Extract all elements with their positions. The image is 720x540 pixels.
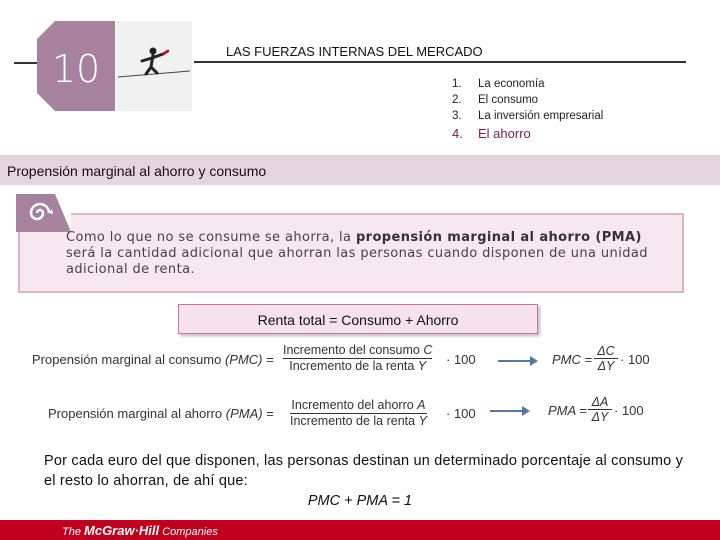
topic-item-active: 4. El ahorro xyxy=(452,126,531,141)
pma-times: · 100 xyxy=(446,406,476,421)
renta-formula-box xyxy=(178,304,538,334)
pmc-short-times: · 100 xyxy=(620,352,650,367)
tightrope-walker-image xyxy=(116,21,192,111)
pma-short-times: · 100 xyxy=(614,403,644,418)
footer-bar xyxy=(0,520,720,540)
pma-short-lhs: PMA = xyxy=(548,403,587,418)
topic-list xyxy=(452,76,692,144)
pma-fraction: Incremento del ahorro A Incremento de la renta Y xyxy=(290,398,427,428)
chapter-badge xyxy=(37,21,115,111)
header-rule-right xyxy=(194,61,686,63)
definition-text: Como lo que no se consume se ahorra, la propensión marginal al ahorro (PMA) será la cantidad adicional que ahorran las personas cuando disponen de una unidad adicional de renta. xyxy=(66,230,648,277)
pmc-label: Propensión marginal al consumo (PMC) = xyxy=(32,352,274,367)
pmc-times: · 100 xyxy=(446,352,476,367)
pma-label: Propensión marginal al ahorro (PMA) = xyxy=(48,406,274,421)
pma-short-fraction: $\frac{\Delta A}{\Delta Y}$ xyxy=(588,395,612,424)
arrow-right-icon xyxy=(490,410,528,412)
section-bar xyxy=(0,155,720,185)
page-title: LAS FUERZAS INTERNAS DEL MERCADO xyxy=(226,44,483,59)
chapter-number: 10 xyxy=(51,47,101,91)
pmc-short-fraction: $\frac{\Delta C}{\Delta Y}$ xyxy=(594,344,618,373)
pmc-fraction: Incremento del consumo C Incremento de la renta Y xyxy=(283,343,433,373)
header-rule-left xyxy=(14,62,38,64)
topic-item: 2. El consumo xyxy=(452,94,539,106)
section-title: Propensión marginal al ahorro y consumo xyxy=(7,163,267,179)
conclusion-text: Por cada euro del que disponen, las personas destinan un determinado porcentaje al consumo y el resto lo ahorran, de ahí que: xyxy=(44,453,684,489)
publisher-logo: The McGraw·Hill Companies xyxy=(62,523,218,538)
pmc-short-lhs: PMC = xyxy=(552,352,593,367)
topic-item: 1. La economía xyxy=(452,78,545,90)
spiral-icon xyxy=(16,194,70,232)
conclusion-equation: PMC + PMA = 1 xyxy=(307,493,413,509)
topic-item: 3. La inversión empresarial xyxy=(452,110,604,122)
arrow-right-icon xyxy=(498,360,536,362)
renta-formula: Renta total = Consumo + Ahorro xyxy=(257,312,459,328)
